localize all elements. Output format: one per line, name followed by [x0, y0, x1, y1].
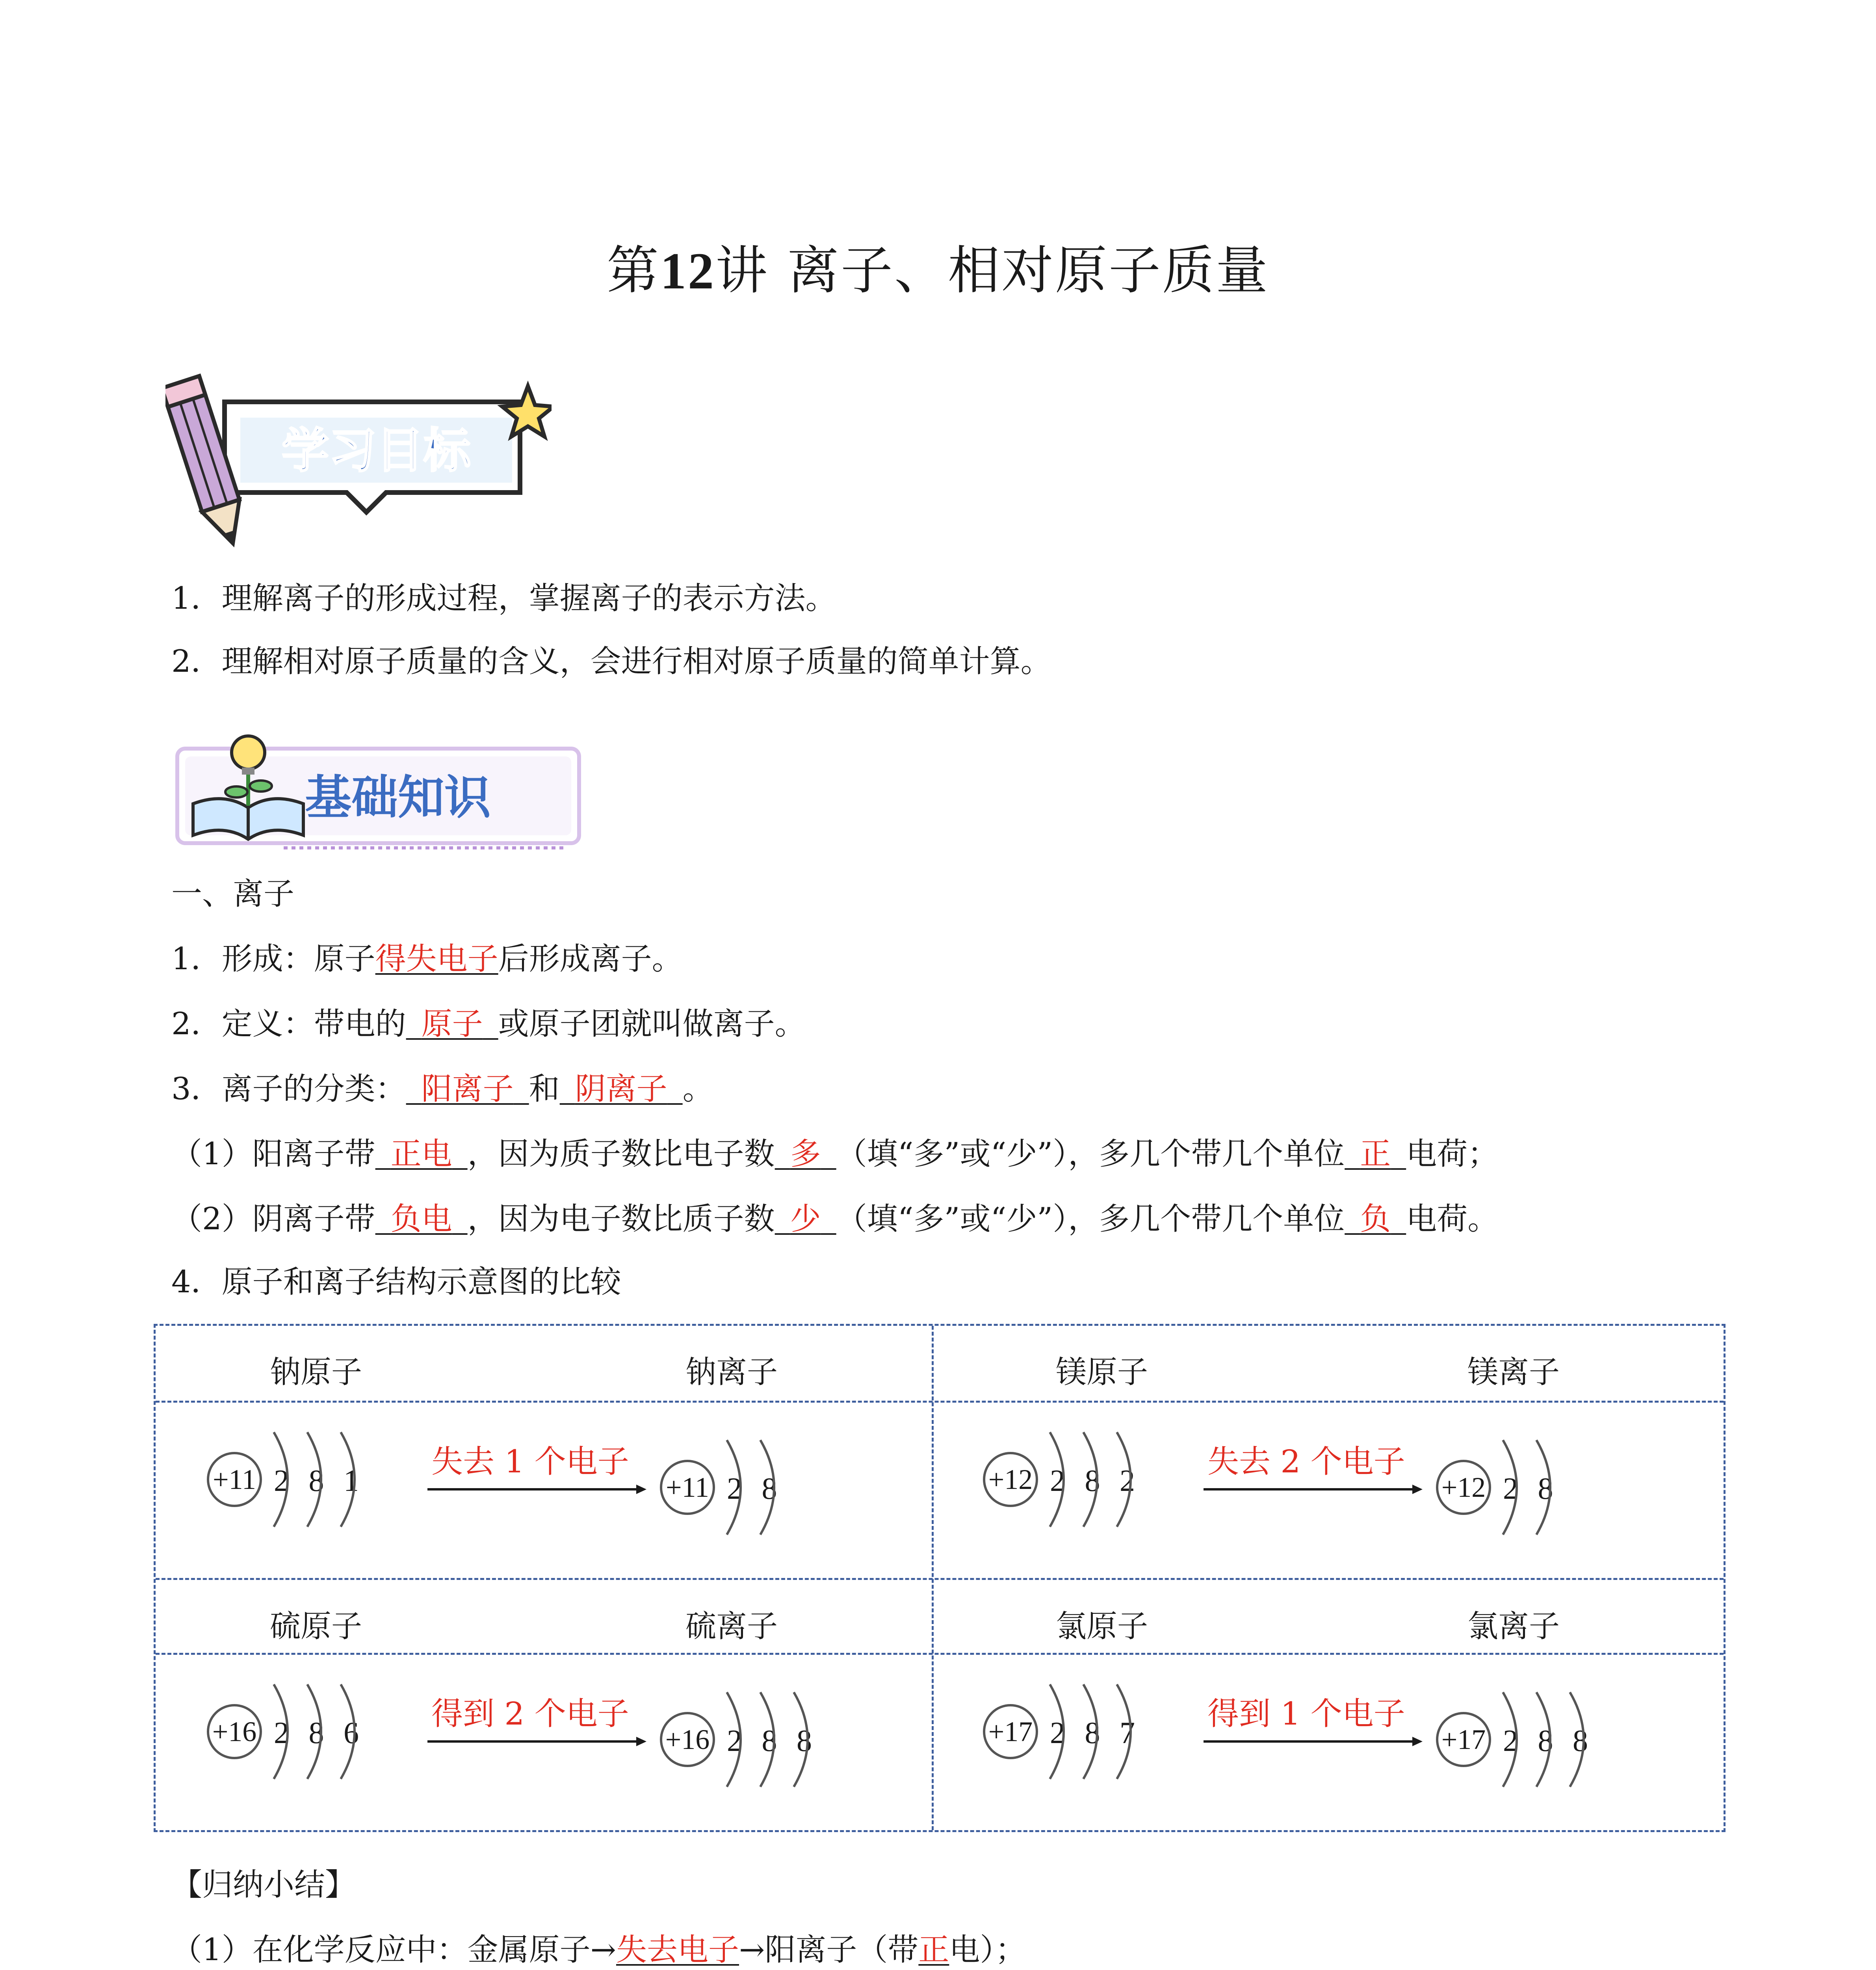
sodium-atom-nucleus: +11 — [207, 1452, 262, 1507]
label-magnesium-ion: 镁离子 — [1467, 1355, 1560, 1390]
sodium-ion-nucleus: +11 — [660, 1460, 715, 1515]
para-formation: 1．形成：原子得失电子后形成离子。 — [171, 941, 683, 977]
label-magnesium-atom: 镁原子 — [1056, 1355, 1148, 1390]
magnesium-arrow-label: 失去 2 个电子 — [1207, 1443, 1405, 1480]
para-anion: （2）阴离子带 负电 ，因为电子数比质子数 少 （填“多”或“少”），多几个带几个单位 负 电荷。 — [171, 1201, 1499, 1237]
sulfur-ion-shell-arc — [727, 1692, 741, 1787]
sulfur-ion-shell-electrons: 2 8 8 — [727, 1723, 812, 1758]
sodium-arrow-label: 失去 1 个电子 — [431, 1443, 629, 1480]
label-sulfur-ion: 硫离子 — [685, 1609, 778, 1644]
chlorine-arrow-label: 得到 1 个电子 — [1207, 1695, 1405, 1732]
goal-2: 2．理解相对原子质量的含义，会进行相对原子质量的简单计算。 — [171, 644, 1051, 679]
answer-gain-lose-electrons: 得失电子 — [375, 941, 498, 977]
chlorine-ion-shell-arc — [1570, 1692, 1584, 1787]
structure-diagram-table — [154, 1324, 1726, 1832]
para-cation: （1）阳离子带 正电 ，因为质子数比电子数 多 （填“多”或“少”），多几个带几个单位 正 电荷； — [171, 1136, 1499, 1172]
answer-cation-positive: 正 — [918, 1932, 949, 1968]
sodium-atom-shell-arc — [307, 1432, 321, 1527]
answer-less: 少 — [790, 1201, 821, 1237]
chlorine-atom-shell-arcs — [1026, 1673, 1192, 1791]
sulfur-ion-shell-arc — [794, 1692, 808, 1787]
magnesium-ion-shell-electrons: 2 8 — [1503, 1471, 1553, 1505]
sulfur-atom-shell-arc — [274, 1684, 288, 1779]
para-comparison-heading: 4．原子和离子结构示意图的比较 — [171, 1264, 621, 1300]
section-ions-heading: 一、离子 — [171, 876, 295, 912]
title-number: 12 — [660, 242, 716, 300]
sulfur-ion-shell-arcs — [703, 1680, 869, 1799]
magnesium-atom-nucleus: +12 — [983, 1452, 1038, 1507]
banner-basic-knowledge-label: 基础知识 — [305, 770, 491, 825]
answer-negative: 负 — [1360, 1201, 1391, 1237]
chlorine-atom-shell-arc — [1050, 1684, 1064, 1779]
pencil-star-banner-icon — [165, 370, 552, 552]
magnesium-ion-shell-arcs — [1479, 1428, 1645, 1546]
sodium-atom-shell-arcs — [250, 1420, 416, 1539]
magnesium-atom-shell-arc — [1117, 1432, 1131, 1527]
answer-positive-charge: 正电 — [390, 1136, 452, 1172]
chlorine-ion-shell-electrons: 2 8 8 — [1503, 1723, 1588, 1758]
goal-1: 1．理解离子的形成过程，掌握离子的表示方法。 — [171, 581, 836, 616]
title-rest: 讲 离子、相对原子质量 — [715, 240, 1269, 301]
banner-basic-knowledge — [169, 725, 587, 859]
sulfur-arrow-icon — [427, 1734, 648, 1749]
sulfur-atom-shell-arc — [341, 1684, 355, 1779]
label-sodium-atom: 钠原子 — [270, 1355, 362, 1390]
banner-learning-goals — [165, 370, 552, 552]
chlorine-atom-shell-electrons: 2 8 7 — [1050, 1715, 1135, 1750]
answer-lose-electrons: 失去电子 — [616, 1932, 739, 1968]
chlorine-atom-shell-arc — [1117, 1684, 1131, 1779]
label-sulfur-atom: 硫原子 — [270, 1609, 362, 1644]
sodium-ion-shell-electrons: 2 8 — [727, 1471, 777, 1505]
sodium-arrow-icon — [427, 1481, 648, 1497]
sodium-atom-shell-electrons: 2 8 1 — [274, 1463, 359, 1498]
sulfur-atom-shell-arc — [307, 1684, 321, 1779]
page-title — [0, 229, 1876, 303]
label-chlorine-atom: 氯原子 — [1056, 1609, 1148, 1644]
sodium-ion-shell-arc — [727, 1440, 741, 1535]
sulfur-ion-nucleus: +16 — [660, 1712, 715, 1767]
chlorine-atom-shell-arc — [1083, 1684, 1097, 1779]
magnesium-atom-shell-arc — [1050, 1432, 1064, 1527]
sodium-ion-shell-arcs — [703, 1428, 869, 1546]
chlorine-ion-shell-arc — [1503, 1692, 1517, 1787]
sulfur-ion-shell-arc — [760, 1692, 774, 1787]
book-lightbulb-banner-icon — [169, 725, 587, 859]
sodium-atom-shell-arc — [274, 1432, 288, 1527]
sulfur-atom-nucleus: +16 — [207, 1704, 262, 1759]
banner-learning-goals-label: 学习目标 — [282, 424, 471, 478]
title-prefix: 第 — [607, 240, 661, 301]
answer-atom: 原子 — [421, 1006, 483, 1042]
magnesium-atom-shell-arcs — [1026, 1420, 1192, 1539]
magnesium-ion-shell-arc — [1536, 1440, 1550, 1535]
answer-positive: 正 — [1360, 1136, 1391, 1172]
chlorine-ion-shell-arc — [1536, 1692, 1550, 1787]
summary-1a: （1）在化学反应中：金属原子→失去电子→阳离子（带正电）； — [171, 1932, 1026, 1968]
answer-negative-charge: 负电 — [390, 1201, 452, 1237]
label-chlorine-ion: 氯离子 — [1467, 1609, 1560, 1644]
magnesium-arrow-icon — [1204, 1481, 1424, 1497]
magnesium-atom-shell-arc — [1083, 1432, 1097, 1527]
label-sodium-ion: 钠离子 — [685, 1355, 778, 1390]
para-classification: 3．离子的分类： 阳离子 和 阴离子 。 — [171, 1071, 713, 1107]
chlorine-ion-shell-arcs — [1479, 1680, 1645, 1799]
summary-heading: 【归纳小结】 — [171, 1867, 356, 1903]
chlorine-ion-nucleus: +17 — [1436, 1712, 1491, 1767]
para-definition: 2．定义：带电的 原子 或原子团就叫做离子。 — [171, 1006, 806, 1042]
chlorine-atom-nucleus: +17 — [983, 1704, 1038, 1759]
magnesium-ion-nucleus: +12 — [1436, 1460, 1491, 1515]
magnesium-atom-shell-electrons: 2 8 2 — [1050, 1463, 1135, 1498]
magnesium-ion-shell-arc — [1503, 1440, 1517, 1535]
sodium-atom-shell-arc — [341, 1432, 355, 1527]
answer-cation: 阳离子 — [421, 1071, 514, 1107]
answer-more: 多 — [790, 1136, 821, 1172]
sulfur-atom-shell-electrons: 2 8 6 — [274, 1715, 359, 1750]
chlorine-arrow-icon — [1204, 1734, 1424, 1749]
sulfur-atom-shell-arcs — [250, 1673, 416, 1791]
answer-anion: 阴离子 — [575, 1071, 667, 1107]
sodium-ion-shell-arc — [760, 1440, 774, 1535]
sulfur-arrow-label: 得到 2 个电子 — [431, 1695, 629, 1732]
